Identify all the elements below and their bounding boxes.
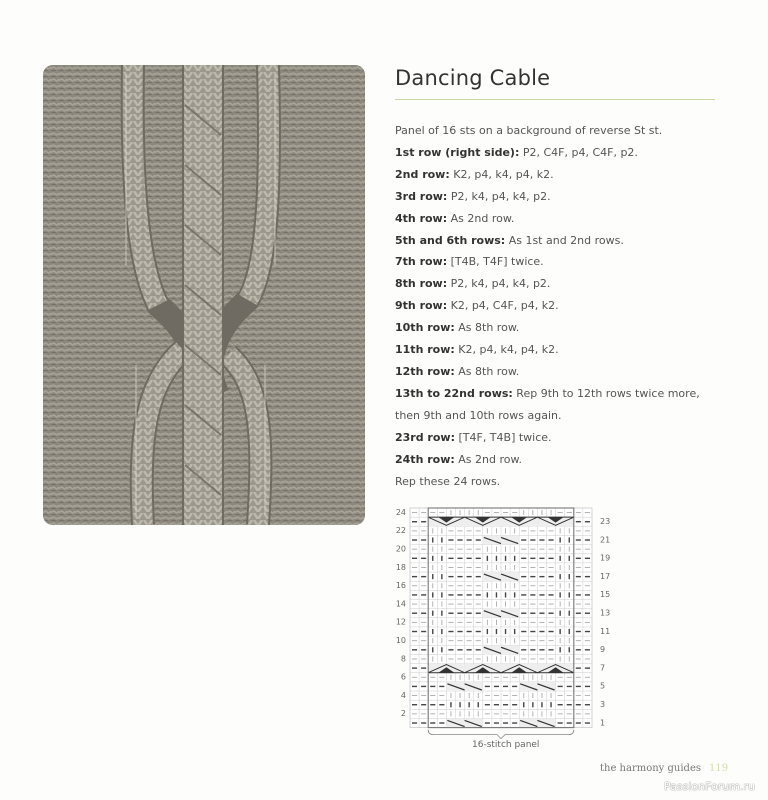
row-instruction: 2nd row: K2, p4, k4, p4, k2. [395,167,554,181]
page-number: 119 [709,763,729,774]
row-instruction: 1st row (right side): P2, C4F, p4, C4F, p2. [395,145,638,159]
row-instruction: 4th row: As 2nd row. [395,211,515,225]
swatch-photo [43,65,365,525]
svg-text:5: 5 [600,681,606,691]
row-instruction: 11th row: K2, p4, k4, p4, k2. [395,343,559,357]
row-instruction: 7th row: [T4B, T4F] twice. [395,255,544,269]
svg-text:2: 2 [400,709,406,719]
svg-text:14: 14 [395,599,406,609]
svg-text:20: 20 [395,544,406,554]
svg-text:15: 15 [600,590,611,600]
svg-text:7: 7 [600,663,606,673]
row-instruction: 3rd row: P2, k4, p4, k4, p2. [395,189,551,203]
watermark: PassionForum.ru [664,780,755,793]
row-instruction: 5th and 6th rows: As 1st and 2nd rows. [395,233,624,247]
pattern-instructions [395,120,725,492]
row-instruction-continued: then 9th and 10th rows again. [395,408,562,422]
stitch-chart-grid [385,502,625,742]
svg-text:23: 23 [600,517,611,527]
svg-text:10: 10 [395,635,406,645]
row-instruction: 13th to 22nd rows: Rep 9th to 12th rows twice more, [395,386,700,400]
outro-text: Rep these 24 rows. [395,474,501,488]
knitted-swatch-image [43,65,365,525]
svg-text:16: 16 [395,581,406,591]
svg-text:3: 3 [600,700,606,710]
svg-text:8: 8 [400,654,406,664]
chart-caption: 16-stitch panel [472,740,540,750]
row-instruction: 23rd row: [T4F, T4B] twice. [395,430,552,444]
svg-text:11: 11 [600,626,611,636]
row-instruction: 10th row: As 8th row. [395,321,520,335]
svg-text:17: 17 [600,571,611,581]
svg-text:4: 4 [400,690,406,700]
row-instruction: 8th row: P2, k4, p4, k4, p2. [395,277,551,291]
series-name: the harmony guides [600,763,702,774]
svg-text:9: 9 [600,645,606,655]
pattern-title: Dancing Cable [395,66,551,90]
row-instruction: 24th row: As 2nd row. [395,452,522,466]
row-instruction: 12th row: As 8th row. [395,364,520,378]
stitch-chart [385,502,625,746]
svg-text:13: 13 [600,608,611,618]
svg-text:21: 21 [600,535,611,545]
row-instruction: 9th row: K2, p4, C4F, p4, k2. [395,299,559,313]
svg-text:1: 1 [600,718,606,728]
svg-text:22: 22 [395,526,406,536]
svg-text:24: 24 [395,507,406,517]
page-footer [600,763,728,774]
title-divider [395,99,715,100]
intro-text: Panel of 16 sts on a background of reverse St st. [395,124,663,137]
svg-text:12: 12 [395,617,406,627]
svg-text:18: 18 [395,562,406,572]
svg-text:19: 19 [600,553,611,563]
svg-text:6: 6 [400,672,406,682]
